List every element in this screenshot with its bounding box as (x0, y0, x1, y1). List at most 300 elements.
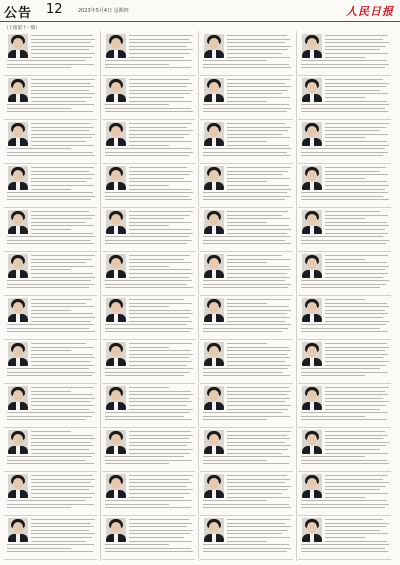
text-line (203, 192, 287, 193)
text-line (203, 551, 287, 552)
portrait-photo (8, 518, 28, 542)
portrait-photo (8, 342, 28, 366)
text-line (129, 350, 191, 351)
text-line (7, 331, 95, 332)
text-line (129, 310, 191, 311)
text-line (31, 171, 89, 172)
notice-item (4, 339, 97, 382)
text-line (227, 90, 288, 91)
text-line (31, 357, 95, 358)
portrait-photo (302, 166, 322, 190)
text-line (325, 225, 389, 226)
text-line (105, 460, 192, 461)
text-line (203, 111, 287, 112)
column-divider (100, 31, 101, 561)
text-line (7, 104, 94, 105)
text-line (325, 537, 365, 538)
text-line (301, 243, 386, 244)
text-line (31, 350, 71, 351)
text-line (325, 233, 388, 234)
portrait-photo (302, 298, 322, 322)
notice-item (298, 427, 391, 470)
text-line (105, 64, 169, 65)
text-line (105, 324, 187, 325)
text-line (227, 273, 287, 274)
text-line (129, 181, 192, 182)
text-line (227, 49, 288, 50)
text-line (325, 90, 380, 91)
text-line (7, 500, 86, 501)
text-line (203, 236, 290, 237)
text-line (227, 229, 291, 230)
text-line (31, 145, 94, 146)
text-line (325, 266, 389, 267)
text-line (203, 331, 282, 332)
text-line (129, 225, 169, 226)
text-line (325, 35, 388, 36)
text-line (105, 243, 187, 244)
text-line (31, 438, 95, 439)
text-line (227, 277, 290, 278)
text-line (31, 489, 89, 490)
text-line (31, 218, 92, 219)
text-line (31, 435, 93, 436)
text-line (105, 416, 184, 417)
text-line (301, 64, 389, 65)
notice-item (200, 207, 293, 250)
text-line (31, 431, 71, 432)
text-line (129, 259, 184, 260)
text-line (325, 79, 383, 80)
text-line (129, 53, 190, 54)
text-line (203, 456, 290, 457)
text-line (7, 287, 89, 288)
text-line (203, 243, 291, 244)
text-line (203, 64, 289, 65)
text-line (227, 405, 291, 406)
text-line (31, 317, 95, 318)
text-line (203, 199, 285, 200)
text-line (129, 229, 191, 230)
notice-item (102, 471, 195, 514)
text-line (227, 409, 288, 410)
portrait-photo (106, 166, 126, 190)
text-line (325, 39, 383, 40)
text-line (325, 493, 388, 494)
text-line (129, 431, 191, 432)
portrait-photo (8, 298, 28, 322)
text-line (7, 504, 94, 505)
text-line (31, 475, 93, 476)
notice-item (298, 471, 391, 514)
text-line (203, 507, 291, 508)
notice-item (102, 295, 195, 338)
text-line (203, 460, 267, 461)
text-line (105, 507, 191, 508)
text-line (325, 134, 388, 135)
text-line (227, 225, 289, 226)
text-line (301, 504, 389, 505)
text-line (31, 310, 71, 311)
portrait-photo (106, 78, 126, 102)
text-line (325, 489, 380, 490)
page-header (0, 0, 400, 22)
text-line (325, 310, 385, 311)
text-line (227, 431, 291, 432)
text-line (203, 500, 267, 501)
text-line (129, 493, 190, 494)
text-line (227, 174, 282, 175)
text-line (227, 321, 285, 322)
text-line (227, 93, 282, 94)
portrait-photo (8, 166, 28, 190)
page-number: 12 (46, 2, 63, 17)
text-line (31, 541, 86, 542)
text-line (129, 86, 187, 87)
text-line (301, 111, 388, 112)
text-line (227, 79, 290, 80)
notice-item (4, 207, 97, 250)
text-line (325, 218, 365, 219)
portrait-photo (106, 122, 126, 146)
text-line (227, 401, 285, 402)
portrait-photo (204, 78, 224, 102)
portrait-photo (8, 254, 28, 278)
text-line (325, 229, 385, 230)
text-line (129, 347, 169, 348)
text-line (7, 192, 93, 193)
text-line (227, 255, 282, 256)
text-line (325, 137, 365, 138)
text-line (203, 67, 291, 68)
text-line (301, 331, 388, 332)
text-line (129, 313, 193, 314)
text-line (129, 519, 189, 520)
text-line (227, 486, 291, 487)
text-line (105, 280, 192, 281)
text-line (31, 259, 92, 260)
text-line (301, 328, 380, 329)
text-line (129, 42, 192, 43)
text-line (325, 306, 389, 307)
text-line (7, 284, 94, 285)
text-line (31, 482, 91, 483)
notice-item (102, 251, 195, 294)
text-line (7, 236, 95, 237)
text-line (325, 449, 380, 450)
text-line (227, 310, 291, 311)
text-line (129, 523, 192, 524)
text-line (31, 533, 95, 534)
text-line (31, 321, 91, 322)
text-line (7, 460, 86, 461)
text-line (31, 189, 71, 190)
text-line (325, 130, 380, 131)
text-line (227, 53, 282, 54)
text-line (129, 541, 192, 542)
text-line (227, 394, 287, 395)
text-line (129, 79, 189, 80)
text-line (31, 347, 94, 348)
portrait-photo (8, 78, 28, 102)
text-line (31, 123, 91, 124)
portrait-photo (204, 166, 224, 190)
text-line (203, 548, 291, 549)
notice-item (4, 295, 97, 338)
text-line (7, 111, 93, 112)
row-divider (102, 559, 195, 560)
text-line (301, 500, 387, 501)
text-line (31, 493, 95, 494)
portrait-photo (204, 386, 224, 410)
text-line (325, 127, 386, 128)
text-line (325, 497, 365, 498)
text-line (325, 321, 389, 322)
text-line (129, 530, 193, 531)
text-line (325, 401, 389, 402)
text-line (129, 57, 184, 58)
text-line (105, 60, 192, 61)
text-line (105, 456, 184, 457)
text-line (31, 225, 94, 226)
text-line (301, 148, 385, 149)
text-line (227, 537, 290, 538)
text-line (129, 178, 184, 179)
portrait-photo (204, 298, 224, 322)
text-line (31, 83, 91, 84)
text-line (31, 365, 94, 366)
text-line (227, 361, 285, 362)
portrait-photo (204, 210, 224, 234)
text-line (301, 324, 386, 325)
text-line (227, 123, 285, 124)
text-line (325, 269, 385, 270)
text-line (31, 266, 94, 267)
portrait-photo (8, 210, 28, 234)
notice-item (200, 295, 293, 338)
text-line (325, 533, 388, 534)
text-line (129, 269, 191, 270)
text-line (31, 42, 91, 43)
text-line (227, 453, 282, 454)
text-line (129, 39, 189, 40)
text-line (129, 435, 193, 436)
text-line (203, 108, 291, 109)
text-line (129, 299, 184, 300)
portrait-photo (302, 518, 322, 542)
text-line (129, 438, 189, 439)
text-line (203, 196, 290, 197)
text-line (227, 489, 288, 490)
portrait-photo (8, 430, 28, 454)
text-line (227, 303, 267, 304)
text-line (31, 453, 95, 454)
text-line (129, 273, 193, 274)
text-line (7, 548, 71, 549)
text-line (105, 504, 169, 505)
text-line (325, 145, 389, 146)
text-line (227, 350, 291, 351)
text-line (325, 526, 386, 527)
portrait-photo (302, 78, 322, 102)
text-line (301, 67, 385, 68)
text-line (31, 313, 93, 314)
notice-item (200, 163, 293, 206)
text-line (203, 412, 282, 413)
text-line (227, 519, 290, 520)
text-line (105, 548, 191, 549)
text-line (7, 67, 71, 68)
text-line (31, 354, 93, 355)
text-line (203, 280, 285, 281)
text-line (301, 199, 389, 200)
text-line (129, 405, 187, 406)
text-line (129, 211, 193, 212)
text-line (129, 97, 184, 98)
text-line (31, 486, 94, 487)
text-line (227, 497, 290, 498)
text-line (325, 185, 389, 186)
text-line (227, 299, 290, 300)
text-line (129, 93, 190, 94)
text-line (7, 155, 95, 156)
text-line (227, 233, 287, 234)
text-line (301, 192, 388, 193)
text-line (129, 123, 192, 124)
notice-item (298, 207, 391, 250)
text-line (31, 519, 95, 520)
text-line (325, 438, 383, 439)
text-line (325, 350, 385, 351)
text-line (227, 134, 282, 135)
issue-date: 2023年5月4日 星期四 (78, 8, 129, 14)
text-line (129, 35, 193, 36)
text-line (325, 361, 389, 362)
text-line (7, 456, 92, 457)
text-line (7, 544, 94, 545)
text-line (31, 277, 95, 278)
row-divider (298, 559, 391, 560)
notice-item (298, 75, 391, 118)
text-line (227, 479, 290, 480)
text-line (325, 46, 386, 47)
text-line (203, 284, 291, 285)
portrait-photo (106, 254, 126, 278)
text-line (31, 526, 94, 527)
portrait-photo (302, 386, 322, 410)
notice-item (4, 163, 97, 206)
text-line (31, 167, 94, 168)
text-line (129, 127, 187, 128)
text-line (227, 259, 290, 260)
column-divider (296, 31, 297, 561)
text-line (31, 127, 94, 128)
text-line (7, 368, 89, 369)
text-line (227, 533, 282, 534)
portrait-photo (204, 430, 224, 454)
text-line (203, 368, 288, 369)
text-line (31, 361, 91, 362)
text-line (325, 405, 386, 406)
text-line (227, 387, 289, 388)
text-line (325, 273, 388, 274)
text-line (325, 391, 385, 392)
text-line (301, 507, 385, 508)
text-line (129, 394, 193, 395)
text-line (105, 331, 190, 332)
text-line (325, 475, 388, 476)
text-line (227, 317, 290, 318)
portrait-photo (302, 342, 322, 366)
portrait-photo (106, 210, 126, 234)
text-line (31, 39, 95, 40)
portrait-photo (302, 210, 322, 234)
notice-item (298, 163, 391, 206)
text-line (227, 127, 291, 128)
text-line (203, 544, 289, 545)
text-line (31, 303, 86, 304)
notice-item (298, 295, 391, 338)
text-line (325, 83, 389, 84)
notice-item (4, 427, 97, 470)
text-line (227, 266, 289, 267)
text-line (31, 442, 91, 443)
text-line (31, 93, 95, 94)
text-line (301, 108, 385, 109)
text-line (129, 145, 169, 146)
text-line (325, 387, 389, 388)
text-line (325, 303, 387, 304)
notice-item (102, 75, 195, 118)
text-line (31, 262, 86, 263)
text-line (325, 141, 387, 142)
text-line (227, 438, 290, 439)
text-line (129, 398, 189, 399)
text-line (31, 269, 71, 270)
text-line (301, 60, 387, 61)
portrait-photo (204, 34, 224, 58)
text-line (105, 192, 193, 193)
portrait-photo (204, 254, 224, 278)
text-line (105, 67, 191, 68)
text-line (227, 445, 291, 446)
text-line (129, 321, 192, 322)
text-line (7, 412, 95, 413)
text-line (325, 171, 380, 172)
notice-item (298, 515, 391, 558)
text-line (325, 394, 388, 395)
text-line (7, 196, 95, 197)
text-line (31, 306, 94, 307)
text-line (301, 155, 383, 156)
text-line (325, 347, 389, 348)
text-line (227, 269, 291, 270)
text-line (325, 445, 386, 446)
text-line (325, 354, 388, 355)
text-line (203, 416, 290, 417)
text-line (325, 486, 386, 487)
text-line (129, 266, 169, 267)
text-line (7, 152, 93, 153)
text-line (105, 500, 192, 501)
notice-item (102, 207, 195, 250)
text-line (31, 497, 92, 498)
text-line (129, 343, 192, 344)
text-line (129, 83, 192, 84)
text-line (203, 375, 290, 376)
text-line (129, 357, 189, 358)
text-line (203, 419, 267, 420)
